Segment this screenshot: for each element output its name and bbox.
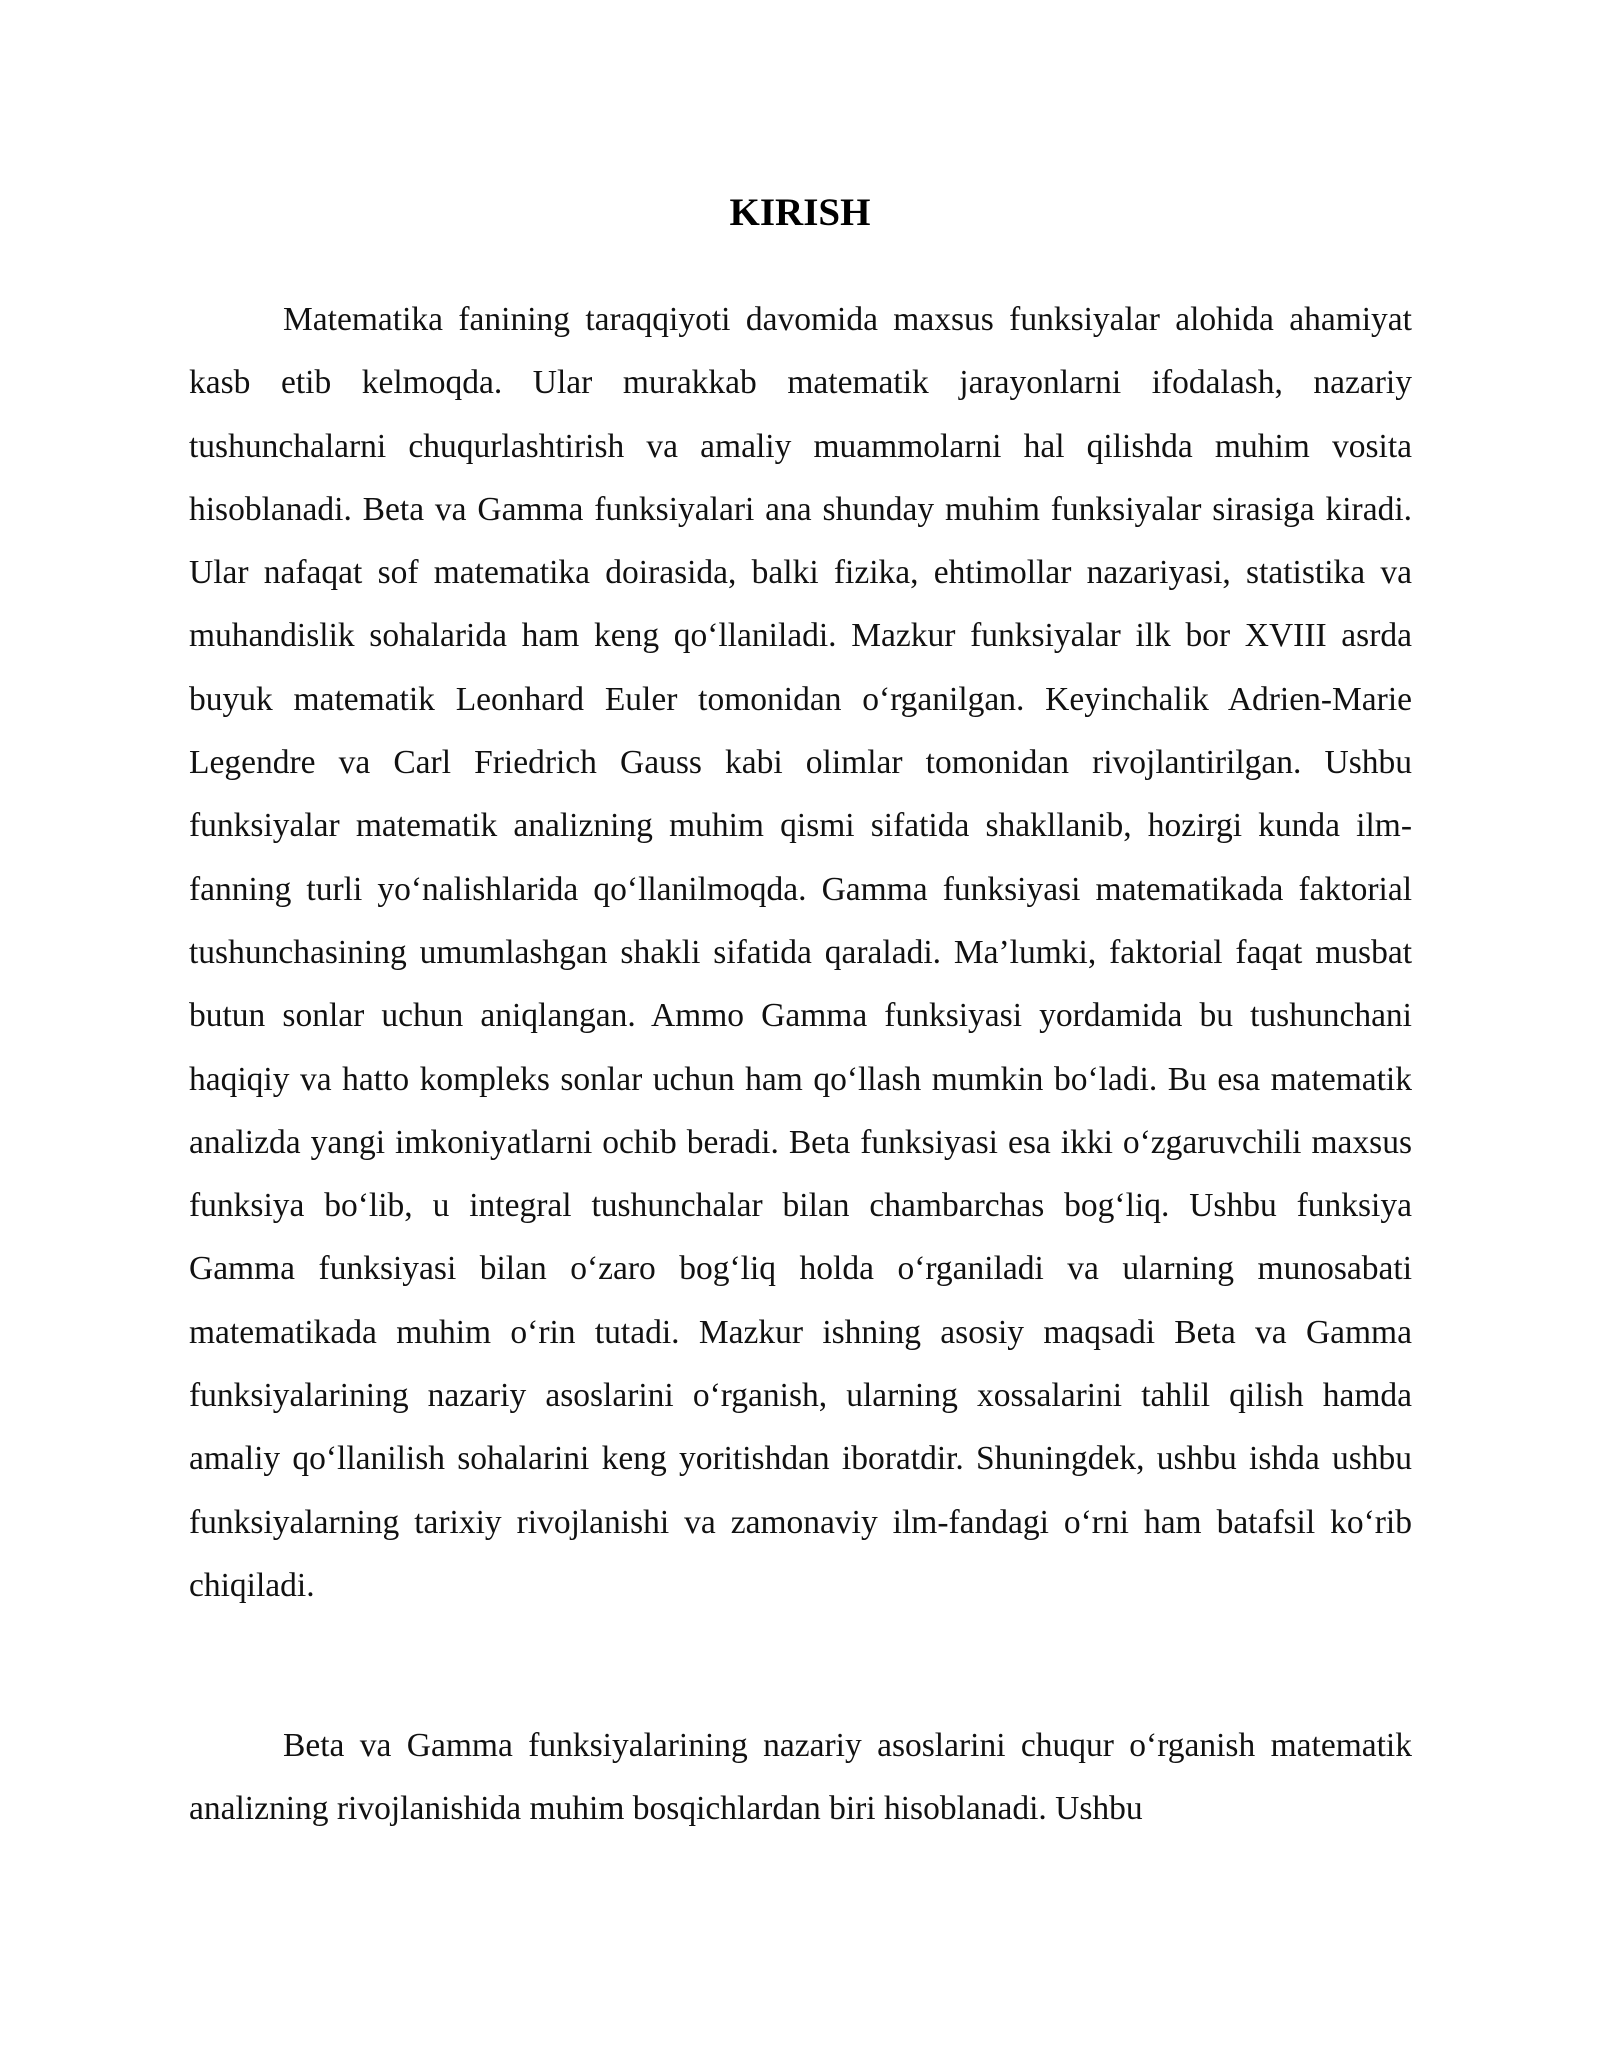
page-title: KIRISH <box>729 191 871 234</box>
paragraph-introduction: Matematika fanining taraqqiyoti davomida maxsus funksiyalar alohida ahamiyat kasb etib kelmoqda. Ular murakkab matematik jarayonlarni ifodalash, nazariy tushunchalarni chuqurlashtirish va amaliy muammolarni hal qilishda muhim vosita hisoblanadi. Beta va Gamma funksiyalari ana shunday muhim funksiyalar sirasiga kiradi. Ular nafaqat sof matematika doirasida, balki fizika, ehtimollar nazariyasi, statistika va muhandislik sohalarida ham keng qo‘llaniladi. Mazkur funksiyalar ilk bor XVIII asrda buyuk matematik Leonhard Euler tomonidan o‘rganilgan. Keyinchalik Adrien-Marie Legendre va Carl Friedrich Gauss kabi olimlar tomonidan rivojlantirilgan. Ushbu funksiyalar matematik analizning muhim qismi sifatida shakllanib, hozirgi kunda ilm-fanning turli yo‘nalishlarida qo‘llanilmoqda. Gamma funksiyasi matematikada faktorial tushunchasining umumlashgan shakli sifatida qaraladi. Ma’lumki, faktorial faqat musbat butun sonlar uchun aniqlangan. Ammo Gamma funksiyasi yordamida bu tushunchani haqiqiy va hatto kompleks sonlar uchun ham qo‘llash mumkin bo‘ladi. Bu esa matematik analizda yangi imkoniyatlarni ochib beradi. Beta funksiyasi esa ikki o‘zgaruvchili maxsus funksiya bo‘lib, u integral tushunchalar bilan chambarchas bog‘liq. Ushbu funksiya Gamma funksiyasi bilan o‘zaro bog‘liq holda o‘rganiladi va ularning munosabati matematikada muhim o‘rin tutadi. Mazkur ishning asosiy maqsadi Beta va Gamma funksiyalarining nazariy asoslarini o‘rganish, ularning xossalarini tahlil qilish hamda amaliy qo‘llanilish sohalarini keng yoritishdan iboratdir. Shuningdek, ushbu ishda ushbu funksiyalarning tarixiy rivojlanishi va zamonaviy ilm-fandagi o‘rni ham batafsil ko‘rib chiqiladi. <box>189 301 1412 1604</box>
paragraph-continuation: Beta va Gamma funksiyalarining nazariy asoslarini chuqur o‘rganish matematik analizning rivojlanishida muhim bosqichlardan biri hisoblanadi. Ushbu <box>189 1727 1412 1828</box>
